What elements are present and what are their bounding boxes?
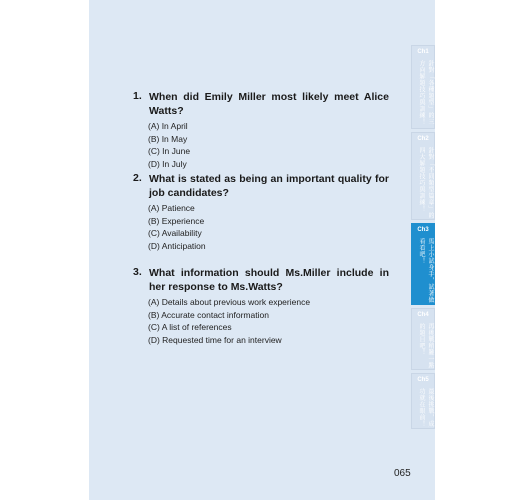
options-list [148,120,395,170]
option-c[interactable]: (C) A list of references [148,322,232,333]
question-3 [133,266,395,346]
chapter-tab-ch4[interactable] [411,308,435,370]
option-d[interactable]: (D) Anticipation [148,240,206,251]
option-c[interactable]: (C) In June [148,146,191,157]
tab-label: Ch3 [417,227,429,233]
option-b[interactable]: (B) In May [148,133,188,144]
question-2 [133,172,395,252]
question-text: What is stated as being an important quality for job candidates? [149,173,389,199]
page-number: 065 [394,468,411,479]
option-b[interactable]: (B) Experience [148,215,205,226]
options-list [148,296,395,346]
chapter-tab-ch2[interactable] [411,132,435,220]
tab-text: 針對「各種題型」的三方向解題技巧與訓練！ [418,60,433,125]
question-text: What information should Ms.Miller include in her response to Ms.Watts? [149,267,389,293]
option-c[interactable]: (C) Availability [148,228,202,239]
chapter-tab-ch1[interactable] [411,45,435,129]
option-b[interactable]: (B) Accurate contact information [148,309,269,320]
question-1 [133,90,395,170]
tab-text: 針對「不同類型篇章」的四大解題技巧與訓練！ [418,147,433,219]
question-number: 1. [133,90,142,102]
question-number: 2. [133,172,142,184]
option-d[interactable]: (D) In July [148,158,187,169]
options-list [148,202,395,252]
option-a[interactable]: (A) Details about previous work experience [148,297,311,307]
tab-label: Ch4 [417,312,429,318]
tab-text: 馬上小試身手，試著做看看吧！ [418,238,433,303]
tab-label: Ch1 [417,49,429,55]
tab-label: Ch2 [417,136,429,142]
option-a[interactable]: (A) Patience [148,203,195,213]
tab-text: 最後挑戰，成功就在眼前！ [418,388,433,427]
chapter-tab-ch5[interactable] [411,373,435,429]
question-text: When did Emily Miller most likely meet Alice Watts? [149,91,389,117]
chapter-tab-ch3[interactable] [411,223,435,305]
question-number: 3. [133,266,142,278]
option-a[interactable]: (A) In April [148,121,188,131]
tab-label: Ch5 [417,377,429,383]
option-d[interactable]: (D) Requested time for an interview [148,334,282,345]
tab-text: 再挑戰稍難一點的題目吧！ [418,323,433,369]
